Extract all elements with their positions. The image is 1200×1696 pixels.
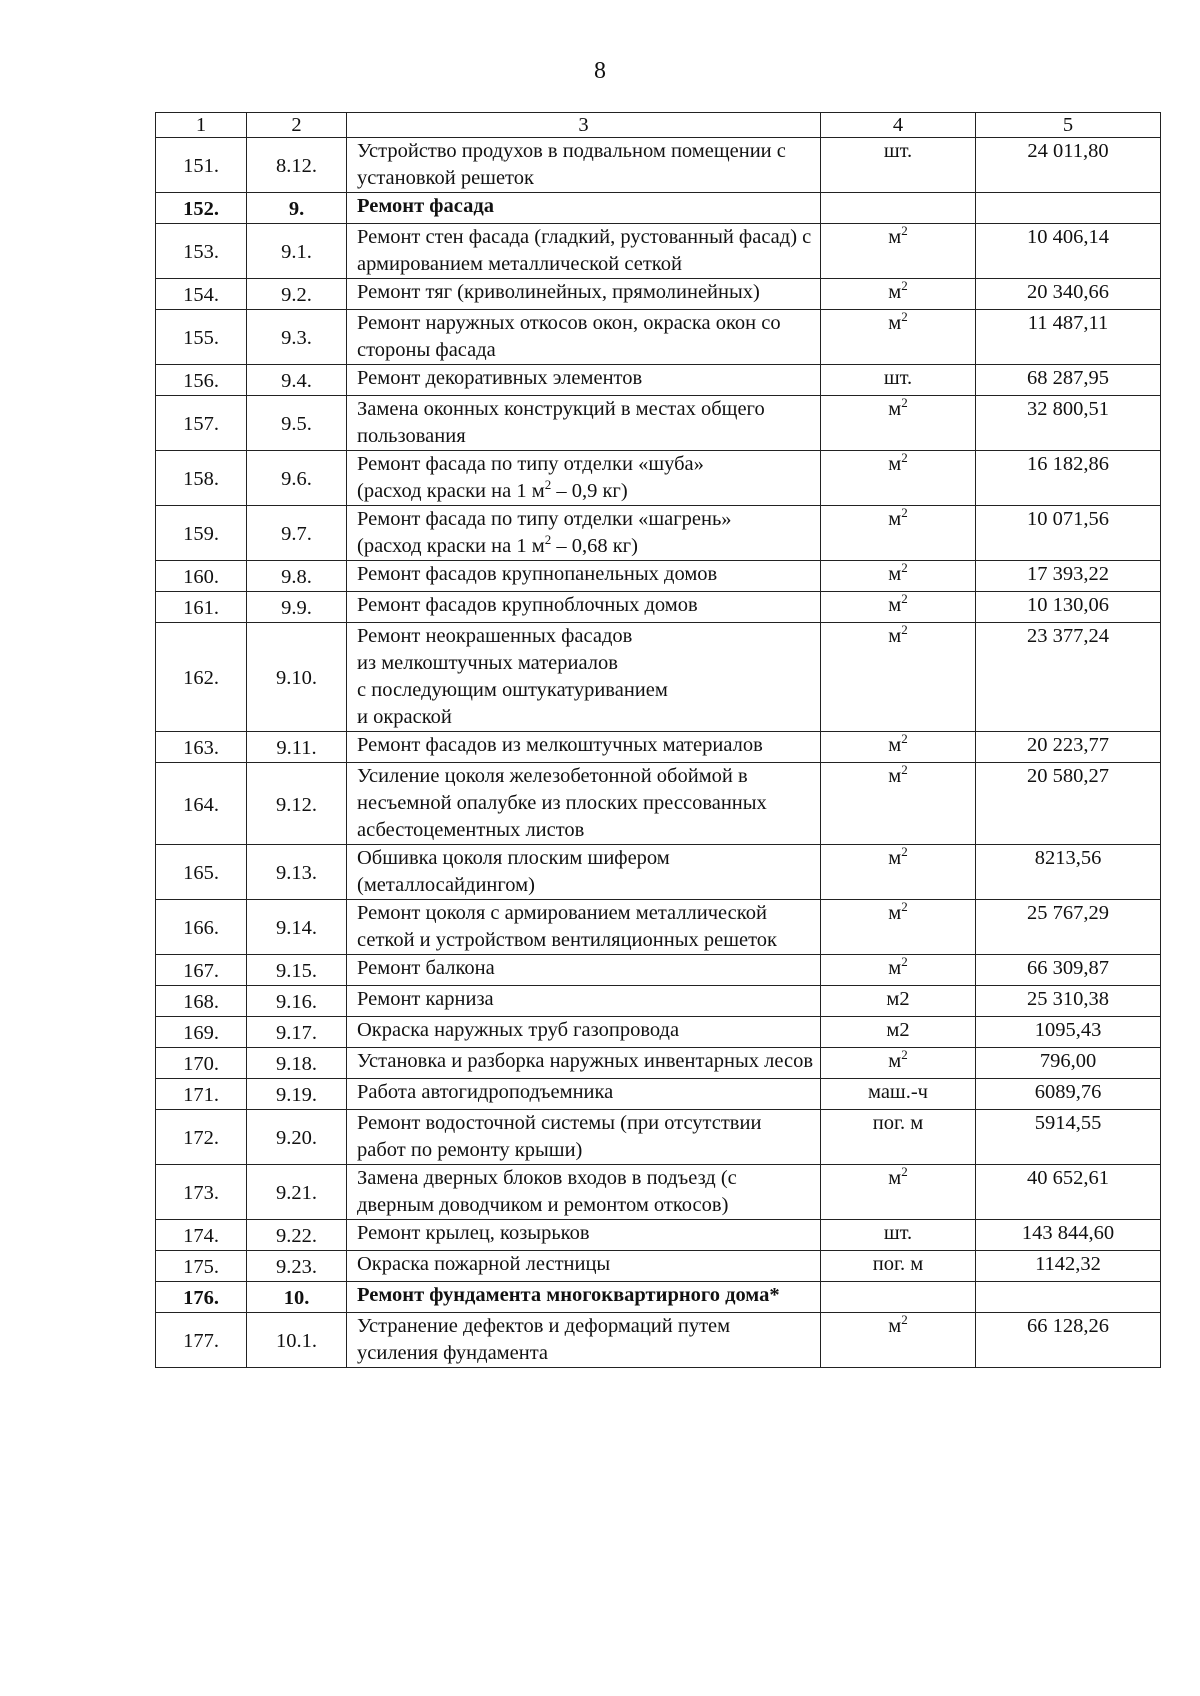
item-code: 9.5. (247, 396, 347, 451)
unit-superscript: 2 (901, 505, 908, 520)
work-title (347, 845, 821, 900)
item-code: 9.2. (247, 279, 347, 310)
work-title (347, 1251, 821, 1282)
table-row (156, 763, 1161, 845)
table-row (156, 1048, 1161, 1079)
item-code: 9.16. (247, 986, 347, 1017)
unit-price: 17 393,22 (976, 561, 1161, 592)
unit-price: 796,00 (976, 1048, 1161, 1079)
unit-of-measure (821, 193, 976, 224)
unit-of-measure (821, 986, 976, 1017)
row-number: 166. (156, 900, 247, 955)
unit-text: маш.-ч (868, 1081, 928, 1103)
unit-superscript: 2 (901, 560, 908, 575)
work-title (347, 955, 821, 986)
unit-text: м (888, 902, 902, 924)
work-title (347, 1048, 821, 1079)
item-code: 9.23. (247, 1251, 347, 1282)
item-code: 9.9. (247, 592, 347, 623)
row-number: 157. (156, 396, 247, 451)
row-number: 155. (156, 310, 247, 365)
unit-price: 1095,43 (976, 1017, 1161, 1048)
work-title (347, 396, 821, 451)
page-number: 8 (594, 58, 606, 84)
item-code: 9.11. (247, 732, 347, 763)
note-text: – 0,9 кг) (551, 480, 628, 502)
unit-text: пог. м (872, 1112, 924, 1134)
unit-price: 143 844,60 (976, 1220, 1161, 1251)
unit-superscript: 2 (901, 591, 908, 606)
row-number: 153. (156, 224, 247, 279)
unit-of-measure (821, 561, 976, 592)
table-row (156, 1110, 1161, 1165)
table-row (156, 1079, 1161, 1110)
unit-superscript: 2 (901, 223, 908, 238)
work-title-text: Устройство продухов в подвальном помещении с установкой решеток (357, 140, 786, 189)
row-number: 176. (156, 1282, 247, 1313)
header-col-4: 4 (821, 113, 976, 138)
row-number: 177. (156, 1313, 247, 1368)
table-row (156, 279, 1161, 310)
work-title (347, 451, 821, 506)
unit-of-measure (821, 224, 976, 279)
item-code: 9.15. (247, 955, 347, 986)
table-row (156, 986, 1161, 1017)
table-row (156, 224, 1161, 279)
unit-text: м (888, 398, 902, 420)
row-number: 162. (156, 623, 247, 732)
work-title (347, 224, 821, 279)
unit-price: 6089,76 (976, 1079, 1161, 1110)
unit-price: 10 071,56 (976, 506, 1161, 561)
item-code: 10.1. (247, 1313, 347, 1368)
item-code: 8.12. (247, 138, 347, 193)
item-code: 9.10. (247, 623, 347, 732)
unit-price: 32 800,51 (976, 396, 1161, 451)
header-col-2: 2 (247, 113, 347, 138)
row-number: 167. (156, 955, 247, 986)
work-title (347, 506, 821, 561)
row-number: 152. (156, 193, 247, 224)
row-number: 156. (156, 365, 247, 396)
unit-superscript: 2 (901, 762, 908, 777)
unit-text: м (888, 957, 902, 979)
table-row (156, 506, 1161, 561)
unit-text: м2 (886, 1019, 910, 1041)
unit-superscript: 2 (901, 309, 908, 324)
work-title-text: Работа автогидроподъемника (357, 1081, 614, 1103)
unit-text: м (888, 508, 902, 530)
table-row (156, 310, 1161, 365)
unit-of-measure (821, 1313, 976, 1368)
unit-price: 11 487,11 (976, 310, 1161, 365)
unit-text: пог. м (872, 1253, 924, 1275)
work-title-line: Ремонт неокрашенных фасадов (357, 625, 633, 647)
table-row (156, 845, 1161, 900)
work-title-note (357, 478, 815, 505)
unit-superscript: 2 (901, 899, 908, 914)
work-title-text: Ремонт балкона (357, 957, 495, 979)
table-row (156, 1220, 1161, 1251)
unit-of-measure (821, 1282, 976, 1313)
unit-text: м (888, 226, 902, 248)
unit-text: шт. (883, 1222, 913, 1244)
work-title (347, 365, 821, 396)
unit-price: 5914,55 (976, 1110, 1161, 1165)
work-title (347, 561, 821, 592)
item-code: 9. (247, 193, 347, 224)
unit-price: 66 309,87 (976, 955, 1161, 986)
unit-text: м (888, 1315, 902, 1337)
work-title-text: Окраска пожарной лестницы (357, 1253, 611, 1275)
table-row (156, 732, 1161, 763)
table-row (156, 900, 1161, 955)
work-title-text: Ремонт тяг (криволинейных, прямолинейных) (357, 281, 760, 303)
table-row (156, 396, 1161, 451)
item-code: 9.22. (247, 1220, 347, 1251)
item-code: 9.18. (247, 1048, 347, 1079)
work-title-text: Ремонт фасадов крупнопанельных домов (357, 563, 718, 585)
unit-text: м (888, 312, 902, 334)
unit-text: м (888, 453, 902, 475)
unit-of-measure (821, 138, 976, 193)
unit-text: м2 (886, 988, 910, 1010)
item-code: 9.17. (247, 1017, 347, 1048)
note-superscript: 2 (544, 532, 552, 547)
work-title-text: Ремонт фасада (357, 195, 494, 217)
item-code: 9.7. (247, 506, 347, 561)
unit-price: 68 287,95 (976, 365, 1161, 396)
work-title (347, 900, 821, 955)
work-title-text: Окраска наружных труб газопровода (357, 1019, 680, 1041)
work-title (347, 193, 821, 224)
work-title-text: Ремонт декоративных элементов (357, 367, 643, 389)
work-title (347, 763, 821, 845)
work-title (347, 1220, 821, 1251)
unit-price: 10 406,14 (976, 224, 1161, 279)
work-title (347, 1313, 821, 1368)
unit-of-measure (821, 1251, 976, 1282)
table-header-row (156, 113, 1161, 138)
row-number: 159. (156, 506, 247, 561)
note-superscript: 2 (544, 477, 552, 492)
row-number: 168. (156, 986, 247, 1017)
unit-text: м (888, 765, 902, 787)
row-number: 161. (156, 592, 247, 623)
table-row (156, 1282, 1161, 1313)
work-title (347, 732, 821, 763)
work-title-text: Ремонт фасадов из мелкоштучных материалов (357, 734, 763, 756)
row-number: 165. (156, 845, 247, 900)
work-title-line: и окраской (357, 706, 452, 728)
unit-text: м (888, 563, 902, 585)
row-number: 173. (156, 1165, 247, 1220)
unit-price: 20 223,77 (976, 732, 1161, 763)
unit-of-measure (821, 1220, 976, 1251)
work-title (347, 986, 821, 1017)
unit-of-measure (821, 1110, 976, 1165)
item-code: 10. (247, 1282, 347, 1313)
unit-of-measure (821, 592, 976, 623)
work-title (347, 623, 821, 732)
unit-of-measure (821, 310, 976, 365)
unit-text: шт. (883, 140, 913, 162)
unit-of-measure (821, 451, 976, 506)
unit-of-measure (821, 365, 976, 396)
unit-of-measure (821, 1079, 976, 1110)
item-code: 9.1. (247, 224, 347, 279)
table-row (156, 1313, 1161, 1368)
unit-of-measure (821, 1017, 976, 1048)
item-code: 9.20. (247, 1110, 347, 1165)
header-col-1: 1 (156, 113, 247, 138)
item-code: 9.6. (247, 451, 347, 506)
unit-text: м (888, 1167, 902, 1189)
work-title-text: Ремонт фасада по типу отделки «шуба» (357, 453, 704, 475)
item-code: 9.13. (247, 845, 347, 900)
table-row (156, 592, 1161, 623)
work-title (347, 1079, 821, 1110)
item-code: 9.12. (247, 763, 347, 845)
unit-superscript: 2 (901, 1312, 908, 1327)
work-title-note (357, 533, 815, 560)
unit-superscript: 2 (901, 1047, 908, 1062)
unit-price: 16 182,86 (976, 451, 1161, 506)
work-title-text: Ремонт водосточной системы (при отсутствии работ по ремонту крыши) (357, 1112, 762, 1161)
work-title-text: Замена оконных конструкций в местах общего пользования (357, 398, 765, 447)
table-row (156, 451, 1161, 506)
work-title-text: Ремонт фасадов крупноблочных домов (357, 594, 698, 616)
unit-text: шт. (883, 367, 913, 389)
row-number: 169. (156, 1017, 247, 1048)
unit-text: м (888, 1050, 902, 1072)
work-title (347, 1282, 821, 1313)
table-body (156, 138, 1161, 1368)
work-title (347, 1017, 821, 1048)
unit-text: м (888, 625, 902, 647)
work-title-text: Ремонт крылец, козырьков (357, 1222, 590, 1244)
unit-price: 25 767,29 (976, 900, 1161, 955)
unit-of-measure (821, 506, 976, 561)
unit-price: 25 310,38 (976, 986, 1161, 1017)
work-title-text: Ремонт фундамента многоквартирного дома* (357, 1284, 780, 1306)
row-number: 164. (156, 763, 247, 845)
item-code: 9.8. (247, 561, 347, 592)
work-title-text: Усиление цоколя железобетонной обоймой в несъемной опалубке из плоских прессованных асбестоцементных листов (357, 765, 767, 841)
item-code: 9.14. (247, 900, 347, 955)
unit-price: 1142,32 (976, 1251, 1161, 1282)
price-table (155, 112, 1161, 1368)
unit-text: м (888, 281, 902, 303)
work-title-text: Ремонт цоколя с армированием металлической сеткой и устройством вентиляционных решеток (357, 902, 777, 951)
work-title (347, 1165, 821, 1220)
row-number: 172. (156, 1110, 247, 1165)
row-number: 154. (156, 279, 247, 310)
table-row (156, 955, 1161, 986)
table-row (156, 1251, 1161, 1282)
work-title-text: Установка и разборка наружных инвентарных лесов (357, 1050, 814, 1072)
unit-superscript: 2 (901, 278, 908, 293)
unit-of-measure (821, 900, 976, 955)
unit-superscript: 2 (901, 731, 908, 746)
unit-price: 40 652,61 (976, 1165, 1161, 1220)
table-row (156, 193, 1161, 224)
work-title (347, 1110, 821, 1165)
work-title (347, 279, 821, 310)
row-number: 175. (156, 1251, 247, 1282)
unit-text: м (888, 847, 902, 869)
unit-of-measure (821, 732, 976, 763)
table-row (156, 365, 1161, 396)
note-text: (расход краски на 1 м (357, 535, 545, 557)
unit-price (976, 1282, 1161, 1313)
unit-text: м (888, 594, 902, 616)
unit-of-measure (821, 763, 976, 845)
unit-of-measure (821, 845, 976, 900)
unit-of-measure (821, 1048, 976, 1079)
unit-superscript: 2 (901, 450, 908, 465)
table-row (156, 561, 1161, 592)
work-title-text: Замена дверных блоков входов в подъезд (с дверным доводчиком и ремонтом откосов) (357, 1167, 737, 1216)
row-number: 158. (156, 451, 247, 506)
row-number: 171. (156, 1079, 247, 1110)
unit-superscript: 2 (901, 954, 908, 969)
work-title-line: из мелкоштучных материалов (357, 652, 618, 674)
unit-price: 20 340,66 (976, 279, 1161, 310)
header-col-3: 3 (347, 113, 821, 138)
item-code: 9.19. (247, 1079, 347, 1110)
item-code: 9.3. (247, 310, 347, 365)
unit-of-measure (821, 1165, 976, 1220)
unit-text: м (888, 734, 902, 756)
unit-of-measure (821, 955, 976, 986)
work-title-text: Ремонт карниза (357, 988, 494, 1010)
item-code: 9.4. (247, 365, 347, 396)
item-code: 9.21. (247, 1165, 347, 1220)
unit-of-measure (821, 623, 976, 732)
row-number: 174. (156, 1220, 247, 1251)
row-number: 160. (156, 561, 247, 592)
unit-price: 24 011,80 (976, 138, 1161, 193)
unit-price: 10 130,06 (976, 592, 1161, 623)
row-number: 163. (156, 732, 247, 763)
unit-of-measure (821, 279, 976, 310)
note-text: (расход краски на 1 м (357, 480, 545, 502)
unit-price: 20 580,27 (976, 763, 1161, 845)
unit-price: 23 377,24 (976, 623, 1161, 732)
unit-superscript: 2 (901, 844, 908, 859)
row-number: 151. (156, 138, 247, 193)
table-row (156, 138, 1161, 193)
work-title-text: Устранение дефектов и деформаций путем усиления фундамента (357, 1315, 731, 1364)
unit-price (976, 193, 1161, 224)
work-title-text: Обшивка цоколя плоским шифером (металлосайдингом) (357, 847, 670, 896)
work-title (347, 310, 821, 365)
unit-of-measure (821, 396, 976, 451)
unit-price: 8213,56 (976, 845, 1161, 900)
unit-superscript: 2 (901, 1164, 908, 1179)
unit-price: 66 128,26 (976, 1313, 1161, 1368)
work-title-text: Ремонт стен фасада (гладкий, рустованный фасад) с армированием металлической сеткой (357, 226, 812, 275)
table-row (156, 1165, 1161, 1220)
table-row (156, 623, 1161, 732)
unit-superscript: 2 (901, 622, 908, 637)
unit-superscript: 2 (901, 395, 908, 410)
work-title-text: Ремонт фасада по типу отделки «шагрень» (357, 508, 732, 530)
work-title (347, 592, 821, 623)
header-col-5: 5 (976, 113, 1161, 138)
work-title-text: Ремонт наружных откосов окон, окраска окон со стороны фасада (357, 312, 781, 361)
work-title (347, 138, 821, 193)
table-row (156, 1017, 1161, 1048)
work-title-line: с последующим оштукатуриванием (357, 679, 668, 701)
note-text: – 0,68 кг) (551, 535, 638, 557)
row-number: 170. (156, 1048, 247, 1079)
